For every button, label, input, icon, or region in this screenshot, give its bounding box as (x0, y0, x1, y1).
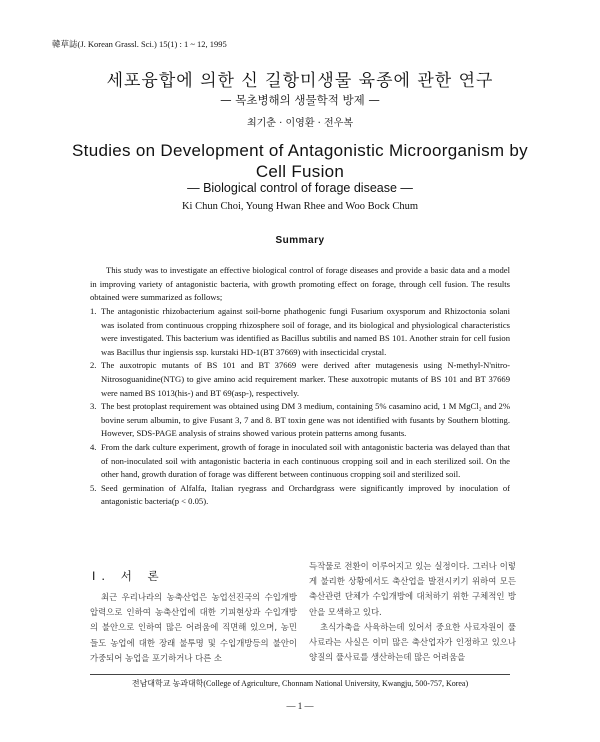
finding-text: The best protoplast requirement was obtained using DM 3 medium, containing 5% casamino acid, 1 M MgCl₂ and 2% bovine serum albumin, to give Fusant 3, 7 and 8. BT toxin gene was not identified with fusants by Southern blotting. However, SDS-PAGE analysis of strains showed various protein patterns among fusants. (101, 401, 510, 439)
summary-heading: Summary (275, 235, 325, 246)
english-subtitle: — Biological control of forage disease — (187, 181, 413, 195)
finding-text: The antagonistic rhizobacterium against soil-borne phathogenic fungi Fusarium oxysporum and Rhizoctonia solani was isolated from continuous cropping rhizosphere soil of forage, and its biological and physiological characteristics were investigated. This bacterium was identified as Bacillus subtilis and named BS 101. Another strain for cell fusion was Bacillus thur ingiensis ssp. kurstaki HD-1(BT 37669) with insecticidal crystal. (101, 306, 510, 357)
affiliation-footnote: 전남대학교 농과대학(College of Agriculture, Chonnam National University, Kwangju, 500-757, Korea) (131, 679, 469, 688)
finding-number: 5. (90, 482, 97, 493)
finding-number: 4. (90, 441, 97, 452)
body-paragraph: 초식가축을 사육하는데 있어서 중요한 사료자원이 풀사료라는 사실은 이미 많은 축산업자가 인정하고 있으나 양질의 풀사료를 생산하는데 많은 어려움을 (309, 621, 516, 663)
finding-item (90, 400, 510, 441)
finding-number: 1. (90, 306, 97, 316)
body-paragraph: 득작물로 전환이 이루어지고 있는 실정이다. 그러나 이렇게 불리한 상황에서도 축산업을 발전시키기 위하여 모든 축산관련 단체가 수입개방에 대처하기 위한 구체적인 방안을 모색하고 있다. (309, 561, 516, 617)
finding-number: 2. (90, 360, 97, 371)
journal-citation: 韓草誌(J. Korean Grassl. Sci.) 15(1) : 1 ~ 12, 1995 (52, 39, 227, 49)
findings-list (90, 305, 510, 509)
page-number: — 1 — (286, 701, 314, 711)
english-title: Studies on Development of Antagonistic Microorganism by Cell Fusion (72, 141, 528, 181)
finding-text: The auxotropic mutants of BS 101 and BT 37669 were derived after mutagenesis using N-methyl-N'nitro-Nitrosoguanidine(NTG) to give amino acid requirement marker. These auxotropic mutants of BS 101 and BT 37669 were named BS 1013(his-) and BT 69(asp-), respectively. (101, 360, 510, 398)
body-column-left (90, 590, 297, 666)
body-column-right (309, 559, 516, 665)
finding-number: 3. (90, 401, 97, 412)
finding-text: Seed germination of Alfalfa, Italian ryegrass and Orchardgrass were significantly improved by inoculation of antagonistic bacteria(p < 0.05). (101, 482, 510, 507)
english-authors: Ki Chun Choi, Young Hwan Rhee and Woo Bock Chum (181, 201, 419, 212)
finding-item (90, 305, 510, 359)
finding-item (90, 441, 510, 482)
korean-subtitle: — 목초병해의 생물학적 방제 — (220, 93, 380, 107)
finding-item (90, 482, 510, 509)
footnote-divider (90, 674, 510, 675)
finding-item (90, 359, 510, 400)
korean-authors: 최기춘 · 이영환 · 전우복 (246, 118, 353, 129)
finding-text: From the dark culture experiment, growth of forage in inoculated soil with antagonistic bacteria was delayed than that of non-inoculated soil with antagonistic bacteria in each continuous cropping soil and in each sterilized soil. On the other hand, growth duration of forage was different between continuous cropping soil and sterilized soil. (101, 441, 510, 480)
korean-title: 세포융합에 의한 신 길항미생물 육종에 관한 연구 (106, 71, 494, 91)
summary-intro: This study was to investigate an effective biological control of forage diseases and provide a basic data and a model in improving variety of antagonistic bacteria, with growth promoting effect on forage, through cell fusion. The results obtained were summarized as follows; (90, 265, 510, 303)
introduction-heading: I. 서 론 (92, 569, 165, 583)
body-paragraph: 최근 우리나라의 농축산업은 농업선진국의 수입개방압력으로 인하여 농축산업에 대한 기피현상과 수입개방의 불안으로 인하여 많은 어려움에 직면해 있으며, 농민들도 농업에 대한 장래 불투명 및 수입개방등의 불안이 가중되어 농업을 포기하거나 다른 소 (90, 592, 297, 663)
